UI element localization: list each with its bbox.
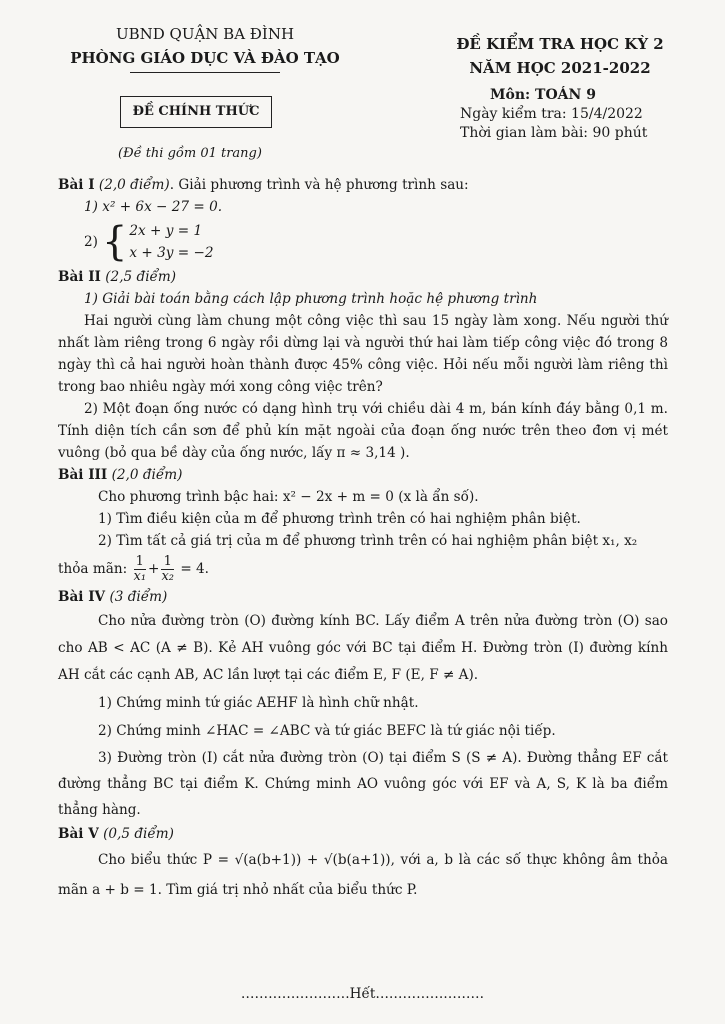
fraction-2 — [161, 555, 174, 584]
bai2-q1-text: Hai người cùng làm chung một công việc thì sau 15 ngày làm xong. Nếu người thứ nhất làm riêng trong 6 ngày rồi dừng lại và người thứ hai làm tiếp công việc đó trong 8 ngày thì cả hai người hoàn thành được 45% công việc. Hỏi nếu mỗi người làm riêng thì trong bao nhiêu ngày mới xong công việc trên? — [58, 313, 668, 395]
exam-info — [460, 86, 647, 143]
bai4-q2: 2) Chứng minh ∠HAC = ∠ABC và tứ giác BEFC là tứ giác nội tiếp. — [98, 723, 556, 739]
bai3-q2: 2) Tìm tất cả giá trị của m để phương trình trên có hai nghiệm phân biệt x₁, x₂ — [98, 533, 638, 549]
bai4-points: (3 điểm) — [109, 589, 168, 605]
page-note: (Đề thi gồm 01 trang) — [118, 146, 262, 161]
exam-duration: Thời gian làm bài: 90 phút — [460, 125, 648, 141]
bai4-heading — [58, 586, 668, 608]
bai1-prompt: . Giải phương trình và hệ phương trình sau: — [169, 177, 469, 193]
exam-header — [420, 32, 700, 80]
official-label-box: ĐỀ CHÍNH THỨC — [120, 96, 272, 128]
bai2-heading — [58, 266, 668, 288]
brace-icon: { — [101, 219, 128, 265]
bai4-intro: Cho nửa đường tròn (O) đường kính BC. Lấy điểm A trên nửa đường tròn (O) sao cho AB < AC (A ≠ B). Kẻ AH vuông góc với BC tại điểm H. Đường tròn (I) đường kính AH cắt các cạnh AB, AC lần lượt tại các điểm E, F (E, F ≠ A). — [58, 613, 668, 683]
bai2-title: Bài II — [58, 269, 101, 285]
bai2-points: (2,5 điểm) — [105, 269, 177, 285]
fraction-2-den: x₂ — [161, 568, 174, 584]
bai1-heading — [58, 174, 668, 196]
bai1-q2-system — [58, 218, 668, 266]
fraction-2-num: 1 — [161, 555, 174, 570]
bai3-points: (2,0 điểm) — [111, 467, 183, 483]
bai1-q1: 1) x² + 6x − 27 = 0. — [84, 199, 223, 215]
issuer-header — [60, 22, 350, 73]
header-underline — [130, 72, 280, 73]
subject: Môn: TOÁN 9 — [490, 87, 596, 103]
bai4-q1: 1) Chứng minh tứ giác AEHF là hình chữ nhật. — [98, 695, 419, 711]
fraction-1 — [134, 555, 147, 584]
school-year: NĂM HỌC 2021-2022 — [469, 59, 651, 77]
bai1-q2-eq2: x + 3y = −2 — [129, 245, 214, 261]
exam-body — [58, 174, 668, 905]
bai2-q1-heading: 1) Giải bài toán bằng cách lập phương trình hoặc hệ phương trình — [84, 291, 538, 307]
fraction-1-num: 1 — [134, 555, 147, 570]
bai5-text: Cho biểu thức P = √(a(b+1)) + √(b(a+1)), với a, b là các số thực không âm thỏa mãn a + b = 1. Tìm giá trị nhỏ nhất của biểu thức P. — [58, 852, 668, 898]
bai5-points: (0,5 điểm) — [103, 826, 174, 842]
bai1-points: (2,0 điểm) — [98, 177, 170, 193]
bai1-title: Bài I — [58, 177, 95, 193]
bai1-q2-equations — [129, 220, 213, 264]
bai1-q2-eq1: 2x + y = 1 — [129, 223, 203, 239]
bai3-title: Bài III — [58, 467, 108, 483]
bai1-q2-label: 2) — [84, 234, 98, 250]
bai3-intro: Cho phương trình bậc hai: x² − 2x + m = 0 (x là ẩn số). — [98, 489, 479, 505]
bai4-title: Bài IV — [58, 589, 106, 605]
bai3-heading — [58, 464, 668, 486]
bai2-q2-text: 2) Một đoạn ống nước có dạng hình trụ với chiều dài 4 m, bán kính đáy bằng 0,1 m. Tính diện tích cần sơn để phủ kín mặt ngoài của đoạn ống nước trên theo đơn vị mét vuông (bỏ qua bề dày của ống nước, lấy π ≈ 3,14 ). — [58, 401, 668, 461]
fraction-1-den: x₁ — [133, 568, 147, 584]
bai4-q3: 3) Đường tròn (I) cắt nửa đường tròn (O) tại điểm S (S ≠ A). Đường thẳng EF cắt đường thẳng BC tại điểm K. Chứng minh AO vuông góc với EF và A, S, K là ba điểm thẳng hàng. — [58, 750, 668, 818]
bai5-heading — [58, 823, 668, 845]
bai3-condition — [58, 552, 668, 586]
bai3-cond-prefix: thỏa mãn: — [58, 561, 128, 577]
exam-title: ĐỀ KIỂM TRA HỌC KỲ 2 — [456, 35, 664, 53]
bai3-q1: 1) Tìm điều kiện của m để phương trình trên có hai nghiệm phân biệt. — [98, 511, 581, 527]
end-marker: ……………………Hết…………………… — [240, 986, 485, 1002]
bai5-title: Bài V — [58, 826, 99, 842]
exam-date: Ngày kiểm tra: 15/4/2022 — [460, 106, 643, 122]
department-name: PHÒNG GIÁO DỤC VÀ ĐÀO TẠO — [70, 49, 340, 67]
district-name: UBND QUẬN BA ĐÌNH — [115, 25, 295, 43]
bai3-cond-suffix: = 4. — [180, 561, 209, 577]
plus-sign: + — [148, 561, 160, 577]
